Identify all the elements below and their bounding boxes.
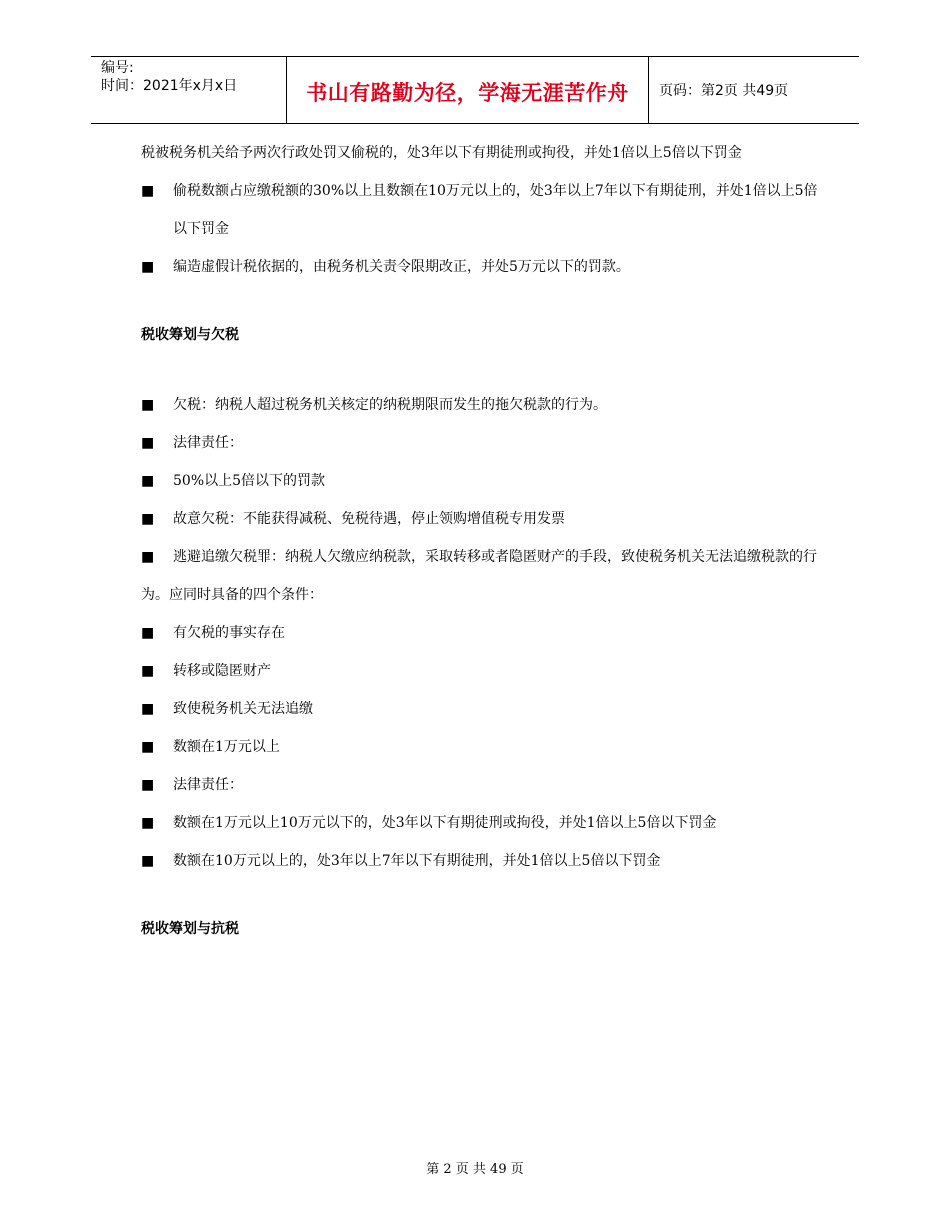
bullet-icon: ■	[141, 549, 155, 565]
list-item	[141, 766, 821, 804]
bullet-icon: ■	[141, 853, 155, 869]
bullet-icon: ■	[141, 397, 155, 413]
list-item-text: 法律责任：	[173, 435, 243, 451]
bullet-icon: ■	[141, 435, 155, 451]
time-label: 时间：2021年x月x日	[101, 78, 238, 94]
list-item	[141, 842, 821, 880]
list-item	[141, 804, 821, 842]
list-item-text: 编造虚假计税依据的，由税务机关责令限期改正，并处5万元以下的罚款。	[173, 259, 630, 275]
bullet-icon: ■	[141, 259, 155, 275]
list-item-text: 偷税数额占应缴税额的30%以上且数额在10万元以上的，处3年以上7年以下有期徒刑，并处1倍以上5倍以下罚金	[173, 183, 818, 237]
list-item	[141, 248, 821, 286]
list-item	[141, 462, 821, 500]
list-item	[141, 424, 821, 462]
list-item	[141, 500, 821, 538]
bullet-icon: ■	[141, 511, 155, 527]
list-item-text: 数额在1万元以上	[173, 739, 280, 755]
bullet-icon: ■	[141, 473, 155, 489]
header-meta	[101, 59, 237, 95]
bullet-icon: ■	[141, 183, 155, 199]
bullet-icon: ■	[141, 777, 155, 793]
list-item	[141, 538, 821, 614]
list-item	[141, 386, 821, 424]
bullet-icon: ■	[141, 701, 155, 717]
header-page-info: 页码：第2页 共49页	[659, 83, 789, 99]
section-heading: 税收筹划与抗税	[141, 921, 239, 937]
list-item	[141, 728, 821, 766]
document-body	[141, 134, 821, 948]
paragraph: 税被税务机关给予两次行政处罚又偷税的，处3年以下有期徒刑或拘役，并处1倍以上5倍以下罚金	[141, 145, 742, 161]
bullet-icon: ■	[141, 625, 155, 641]
bullet-icon: ■	[141, 739, 155, 755]
bullet-icon: ■	[141, 815, 155, 831]
list-item-text: 故意欠税：不能获得减税、免税待遇，停止领购增值税专用发票	[173, 511, 565, 527]
page-footer: 第 2 页 共 49 页	[426, 1162, 524, 1177]
list-item-text: 致使税务机关无法追缴	[173, 701, 313, 717]
list-item-text: 法律责任：	[173, 777, 243, 793]
number-label: 编号:	[101, 60, 134, 76]
list-item	[141, 172, 821, 248]
list-item	[141, 652, 821, 690]
list-item-text: 数额在1万元以上10万元以下的，处3年以下有期徒刑或拘役，并处1倍以上5倍以下罚金	[173, 815, 717, 831]
list-item-text: 欠税：纳税人超过税务机关核定的纳税期限而发生的拖欠税款的行为。	[173, 397, 607, 413]
bullet-icon: ■	[141, 663, 155, 679]
list-item	[141, 690, 821, 728]
header-motto: 书山有路勤为径，学海无涯苦作舟	[306, 81, 629, 105]
header-divider	[648, 57, 649, 123]
section-heading: 税收筹划与欠税	[141, 327, 239, 343]
list-item-text: 转移或隐匿财产	[173, 663, 271, 679]
list-item-text: 数额在10万元以上的，处3年以上7年以下有期徒刑，并处1倍以上5倍以下罚金	[173, 853, 661, 869]
list-item	[141, 614, 821, 652]
list-item-text: 有欠税的事实存在	[173, 625, 285, 641]
page-header	[91, 56, 859, 124]
list-item-text: 50%以上5倍以下的罚款	[173, 473, 326, 489]
list-item-text: 逃避追缴欠税罪：纳税人欠缴应纳税款，采取转移或者隐匿财产的手段，致使税务机关无法追缴税款的行为。应同时具备的四个条件：	[141, 549, 817, 603]
